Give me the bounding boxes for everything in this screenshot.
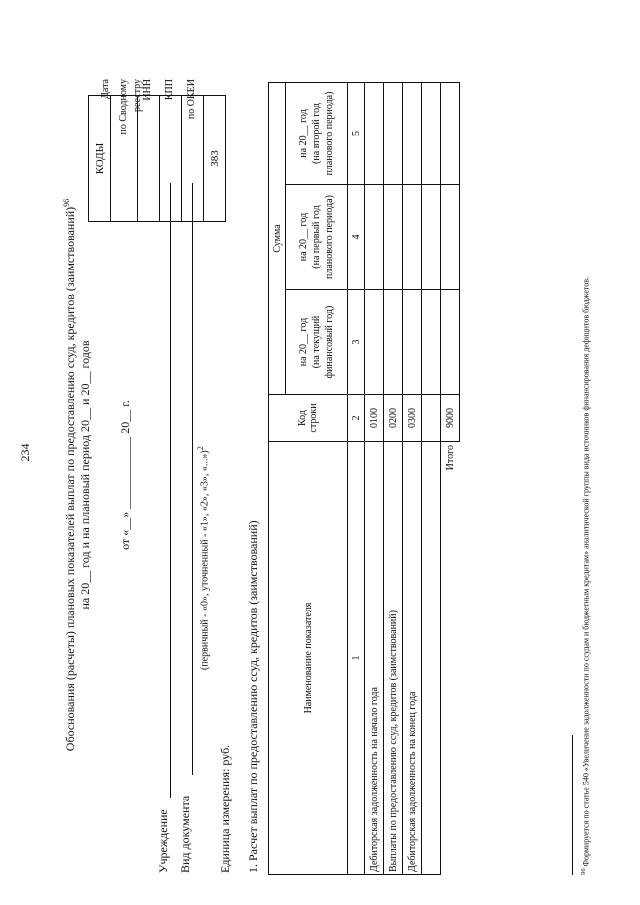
calc-table [268, 82, 460, 875]
row-cell [441, 82, 460, 184]
page-number: 234 [18, 443, 32, 462]
footnote-separator [572, 735, 573, 875]
col-name-header: Наименование показателя [269, 442, 348, 875]
col-num-5: 5 [348, 82, 365, 184]
form-title: Обоснования (расчеты) плановых показателей выплат по предоставлению ссуд, кредитов (заимствований)$^{96}$ [62, 198, 77, 752]
col-year2-header: на 20__ год (на первый год планового периода) [286, 185, 348, 290]
row-code: 0200 [384, 395, 403, 442]
row-cell [422, 82, 441, 184]
label-inn: ИНН [142, 79, 153, 101]
row-cell [403, 185, 422, 290]
row-name: Выплаты по предоставлению ссуд, кредитов (заимствований) [384, 442, 403, 875]
code-inn [160, 96, 182, 222]
form-date-line: от «__» ____________ 20__ г. [118, 400, 132, 550]
col-num-2: 2 [348, 395, 365, 442]
col-code-header: Код строки [269, 395, 348, 442]
label-svod-2: реестру [132, 79, 143, 112]
codes-header: КОДЫ [89, 96, 111, 222]
row-name: Дебиторская задолженность на начало года [365, 442, 384, 875]
codes-table [88, 95, 226, 222]
code-kpp [182, 96, 204, 222]
row-cell [422, 290, 441, 395]
footnote: $^{96}$ Формируется по статье 540 «Увеличение задолженности по ссудам и бюджетным кредитам» аналитической группы вида источников финансирования дефицитов бюджетов. [580, 277, 591, 875]
row-cell [365, 82, 384, 184]
row-cell [365, 290, 384, 395]
row-code: 0100 [365, 395, 384, 442]
label-date: Дата [100, 79, 111, 99]
row-cell [365, 185, 384, 290]
label-svod-1: по Сводному [118, 79, 129, 135]
label-kpp: КПП [164, 79, 175, 101]
row-code: 0300 [403, 395, 422, 442]
row-cell [441, 185, 460, 290]
row-cell [422, 185, 441, 290]
total-code: 9000 [441, 395, 460, 442]
code-date [111, 96, 138, 222]
institution-underline [170, 183, 171, 798]
row-name [422, 442, 441, 875]
code-okei: 383 [204, 96, 226, 222]
section-title: 1. Расчет выплат по предоставлению ссуд, кредитов (заимствований) [246, 520, 260, 873]
col-sum-header: Сумма [269, 82, 286, 394]
row-code [422, 395, 441, 442]
row-name: Дебиторская задолженность на конец года [403, 442, 422, 875]
col-num-4: 4 [348, 185, 365, 290]
row-cell [403, 290, 422, 395]
form-period: на 20__ год и на плановый период 20__ и 20__ годов [78, 340, 92, 610]
col-year3-header: на 20__ год (на второй год планового периода) [286, 82, 348, 184]
unit-label: Единица измерения: руб. [218, 744, 232, 873]
row-cell [384, 290, 403, 395]
row-cell [384, 82, 403, 184]
doc-type-underline [192, 183, 193, 775]
col-year1-header: на 20__ год (на текущий финансовый год) [286, 290, 348, 395]
row-cell [403, 82, 422, 184]
label-okei: по ОКЕИ [186, 79, 197, 120]
col-num-1: 1 [348, 442, 365, 875]
row-cell [441, 290, 460, 395]
row-cell [384, 185, 403, 290]
total-label: Итого [444, 445, 456, 471]
code-svod [138, 96, 160, 222]
col-num-3: 3 [348, 290, 365, 395]
doc-type-hint: (первичный - «0», уточненный - «1», «2», «3», «...»)$^2$ [196, 446, 211, 670]
doc-type-label: Вид документа [178, 795, 192, 873]
institution-label: Учреждение [156, 809, 170, 873]
